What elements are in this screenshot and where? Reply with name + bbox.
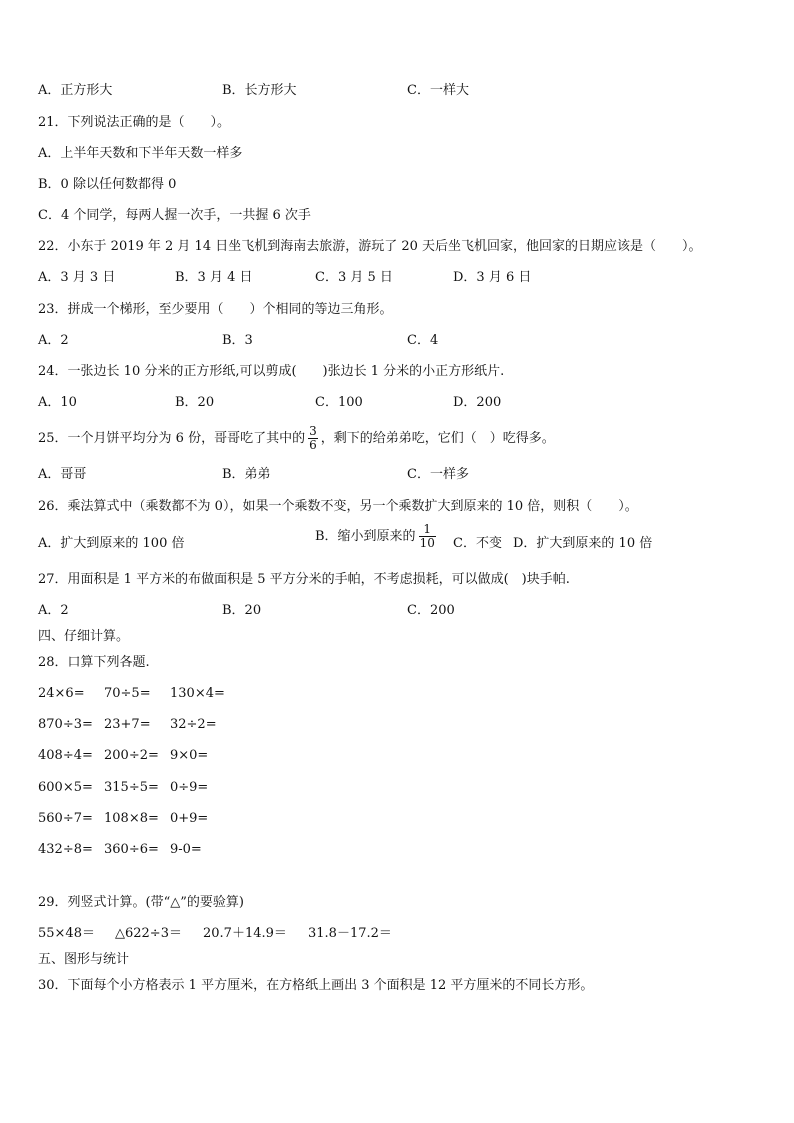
q24-option-b: B．20 (175, 395, 215, 410)
q28-r2-c1: 870÷3= (38, 717, 93, 732)
q28-r2-c2: 23+7= (104, 717, 151, 732)
q26-fraction-numerator: 1 (423, 522, 432, 536)
q23-stem: 23．拼成一个梯形，至少要用（ ）个相同的等边三角形。 (38, 302, 393, 317)
q27-stem: 27．用面积是 1 平方米的布做面积是 5 平方分米的手帕，不考虑损耗，可以做成( )块手帕. (38, 572, 570, 587)
q28-r3-c2: 200÷2= (104, 748, 159, 763)
q22-option-b: B．3 月 4 日 (175, 270, 253, 285)
q28-r5-c3: 0+9= (170, 811, 209, 826)
q29-item-4: 31.8－17.2＝ (308, 926, 392, 941)
q25-option-a: A．哥哥 (38, 467, 87, 482)
q21-option-b: B．0 除以任何数都得 0 (38, 177, 177, 192)
q25-fraction-denominator: 6 (309, 438, 317, 452)
q29-stem: 29．列竖式计算。(带“△”的要验算) (38, 895, 244, 910)
q28-r1-c3: 130×4= (170, 686, 225, 701)
q26-option-c: C．不变 (453, 536, 502, 551)
q25-stem-part-a: 25．一个月饼平均分为 6 份，哥哥吃了其中的 (38, 431, 306, 446)
q22-stem: 22．小东于 2019 年 2 月 14 日坐飞机到海南去旅游，游玩了 20 天后坐飞机回家，他回家的日期应该是（ ）。 (38, 239, 702, 254)
q28-r4-c3: 0÷9= (170, 780, 209, 795)
q25-option-c: C．一样多 (407, 467, 469, 482)
q26-fraction (419, 523, 436, 550)
q24-option-c: C．100 (315, 395, 363, 410)
q25-stem (38, 424, 555, 454)
q27-option-a: A．2 (38, 603, 69, 618)
q29-item-3: 20.7＋14.9＝ (203, 926, 287, 941)
q28-r5-c1: 560÷7= (38, 811, 93, 826)
section-4-heading: 四、仔细计算。 (38, 629, 130, 644)
q28-r4-c2: 315÷5= (104, 780, 159, 795)
q24-stem: 24．一张边长 10 分米的正方形纸,可以剪成( )张边长 1 分米的小正方形纸片. (38, 364, 505, 379)
q20-option-a: A．正方形大 (38, 83, 113, 98)
q28-r1-c2: 70÷5= (104, 686, 151, 701)
q25-stem-part-b: ，剩下的给弟弟吃，它们（ ）吃得多。 (320, 431, 555, 446)
q22-option-c: C．3 月 5 日 (315, 270, 393, 285)
q28-stem: 28．口算下列各题. (38, 655, 150, 670)
q21-option-a: A．上半年天数和下半年天数一样多 (38, 146, 243, 161)
q21-option-c: C．4 个同学，每两人握一次手，一共握 6 次手 (38, 208, 311, 223)
q27-option-c: C．200 (407, 603, 455, 618)
q28-r6-c2: 360÷6= (104, 842, 159, 857)
q26-stem: 26．乘法算式中（乘数都不为 0），如果一个乘数不变，另一个乘数扩大到原来的 10 倍，则积（ ）。 (38, 499, 638, 514)
q28-r4-c1: 600×5= (38, 780, 93, 795)
q23-option-b: B．3 (222, 333, 253, 348)
q25-fraction (308, 425, 318, 452)
section-5-heading: 五、图形与统计 (38, 952, 130, 967)
q23-option-a: A．2 (38, 333, 69, 348)
q23-option-c: C．4 (407, 333, 439, 348)
q30-stem: 30．下面每个小方格表示 1 平方厘米，在方格纸上画出 3 个面积是 12 平方厘米的不同长方形。 (38, 978, 594, 993)
q25-fraction-numerator: 3 (309, 424, 317, 438)
q29-item-2: △622÷3＝ (115, 926, 182, 941)
q28-r5-c2: 108×8= (104, 811, 159, 826)
q26-option-a: A．扩大到原来的 100 倍 (38, 536, 185, 551)
q22-option-d: D．3 月 6 日 (453, 270, 532, 285)
q26-option-b-label: B．缩小到原来的 (315, 529, 416, 544)
q25-option-b: B．弟弟 (222, 467, 271, 482)
q28-r6-c3: 9-0= (170, 842, 202, 857)
q20-option-c: C．一样大 (407, 83, 469, 98)
q22-option-a: A．3 月 3 日 (38, 270, 116, 285)
q24-option-a: A．10 (38, 395, 77, 410)
q26-option-b (315, 522, 439, 552)
q20-option-b: B．长方形大 (222, 83, 297, 98)
q28-r3-c1: 408÷4= (38, 748, 93, 763)
q26-option-d: D．扩大到原来的 10 倍 (513, 536, 653, 551)
q26-fraction-denominator: 10 (419, 536, 435, 550)
q24-option-d: D．200 (453, 395, 502, 410)
q28-r6-c1: 432÷8= (38, 842, 93, 857)
q29-item-1: 55×48＝ (38, 926, 95, 941)
q21-stem: 21．下列说法正确的是（ ）。 (38, 115, 231, 130)
q28-r3-c3: 9×0= (170, 748, 209, 763)
q28-r2-c3: 32÷2= (170, 717, 217, 732)
q27-option-b: B．20 (222, 603, 262, 618)
q28-r1-c1: 24×6= (38, 686, 85, 701)
